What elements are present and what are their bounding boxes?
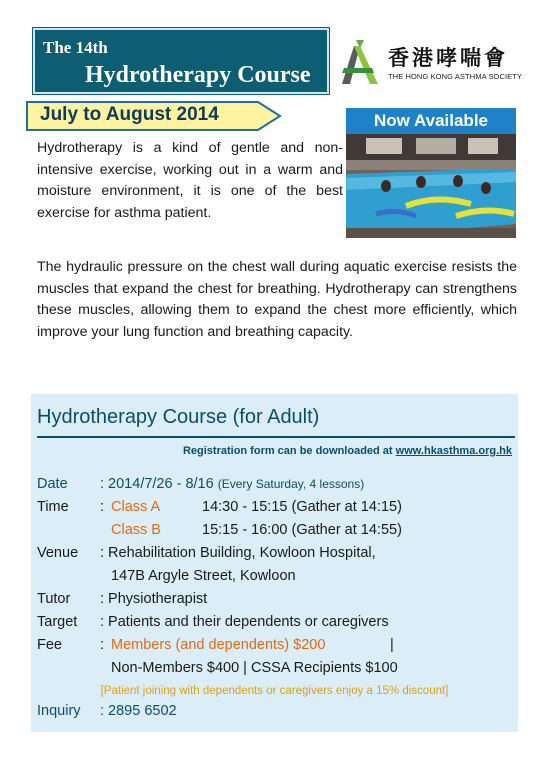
- target-value: : Patients and their dependents or caregivers: [100, 614, 389, 630]
- inquiry-phone: : 2895 6502: [100, 703, 177, 719]
- fee-members: Members (and dependents) $200: [111, 637, 326, 653]
- tutor-value: : Physiotherapist: [100, 591, 208, 607]
- title-course-name: Hydrotherapy Course: [85, 62, 311, 88]
- pool-image-icon: [346, 134, 516, 238]
- date-note: (Every Saturday, 4 lessons): [217, 477, 365, 491]
- course-details-box: [31, 394, 518, 732]
- benefit-paragraph: The hydraulic pressure on the chest wall during aquatic exercise resists the muscles that expand the chest for breathing. Hydrotherapy can strengthens these muscles, allowing them to expand the chest more efficiently, which improve your lung function and breathing capacity.: [37, 259, 517, 340]
- fee-pipe: |: [390, 637, 394, 653]
- class-b-time: 15:15 - 16:00 (Gather at 14:55): [202, 522, 402, 538]
- title-divider: [37, 436, 515, 438]
- class-a-label: Class A: [111, 499, 161, 515]
- venue-line1: : Rehabilitation Building, Kowloon Hospital,: [100, 545, 376, 561]
- logo-english-name: THE HONG KONG ASTHMA SOCIETY: [388, 72, 523, 81]
- date-value-wrap: [100, 476, 364, 492]
- society-logo-icon: [336, 38, 380, 86]
- fee-sep: :: [100, 637, 105, 653]
- venue-line2: 147B Argyle Street, Kowloon: [111, 568, 296, 584]
- fee-nonmembers: Non-Members $400 | CSSA Recipients $100: [111, 660, 398, 676]
- registration-link[interactable]: www.hkasthma.org.hk: [395, 445, 512, 457]
- now-available-badge: Now Available: [346, 108, 516, 134]
- tutor-label: Tutor: [37, 591, 71, 607]
- class-b-label: Class B: [111, 522, 161, 538]
- discount-note: [Patient joining with dependents or caregivers enjoy a 15% discount]: [100, 685, 449, 697]
- registration-note: [183, 445, 512, 457]
- time-label: Time: [37, 499, 69, 515]
- course-period: July to August 2014: [40, 104, 219, 125]
- pool-photo: [346, 134, 516, 238]
- target-label: Target: [37, 614, 78, 630]
- venue-label: Venue: [37, 545, 79, 561]
- title-banner: [33, 28, 329, 94]
- logo-chinese-name: 香港哮喘會: [388, 46, 508, 70]
- date-value: : 2014/7/26 - 8/16: [100, 476, 214, 492]
- date-label: Date: [37, 476, 68, 492]
- time-sep: :: [100, 499, 105, 515]
- inquiry-label: Inquiry: [37, 703, 81, 719]
- intro-paragraph: Hydrotherapy is a kind of gentle and non-intensive exercise, working out in a warm and moisture environment, it is one of the best exercise for asthma patient.: [37, 140, 343, 221]
- course-details-title: Hydrotherapy Course (for Adult): [37, 406, 320, 428]
- fee-label: Fee: [37, 637, 62, 653]
- class-a-time: 14:30 - 15:15 (Gather at 14:15): [202, 499, 402, 515]
- asthma-society-logo: [336, 38, 526, 88]
- title-edition: The 14th: [43, 38, 108, 57]
- registration-text: Registration form can be downloaded at: [182, 445, 396, 457]
- period-arrow: [26, 100, 282, 132]
